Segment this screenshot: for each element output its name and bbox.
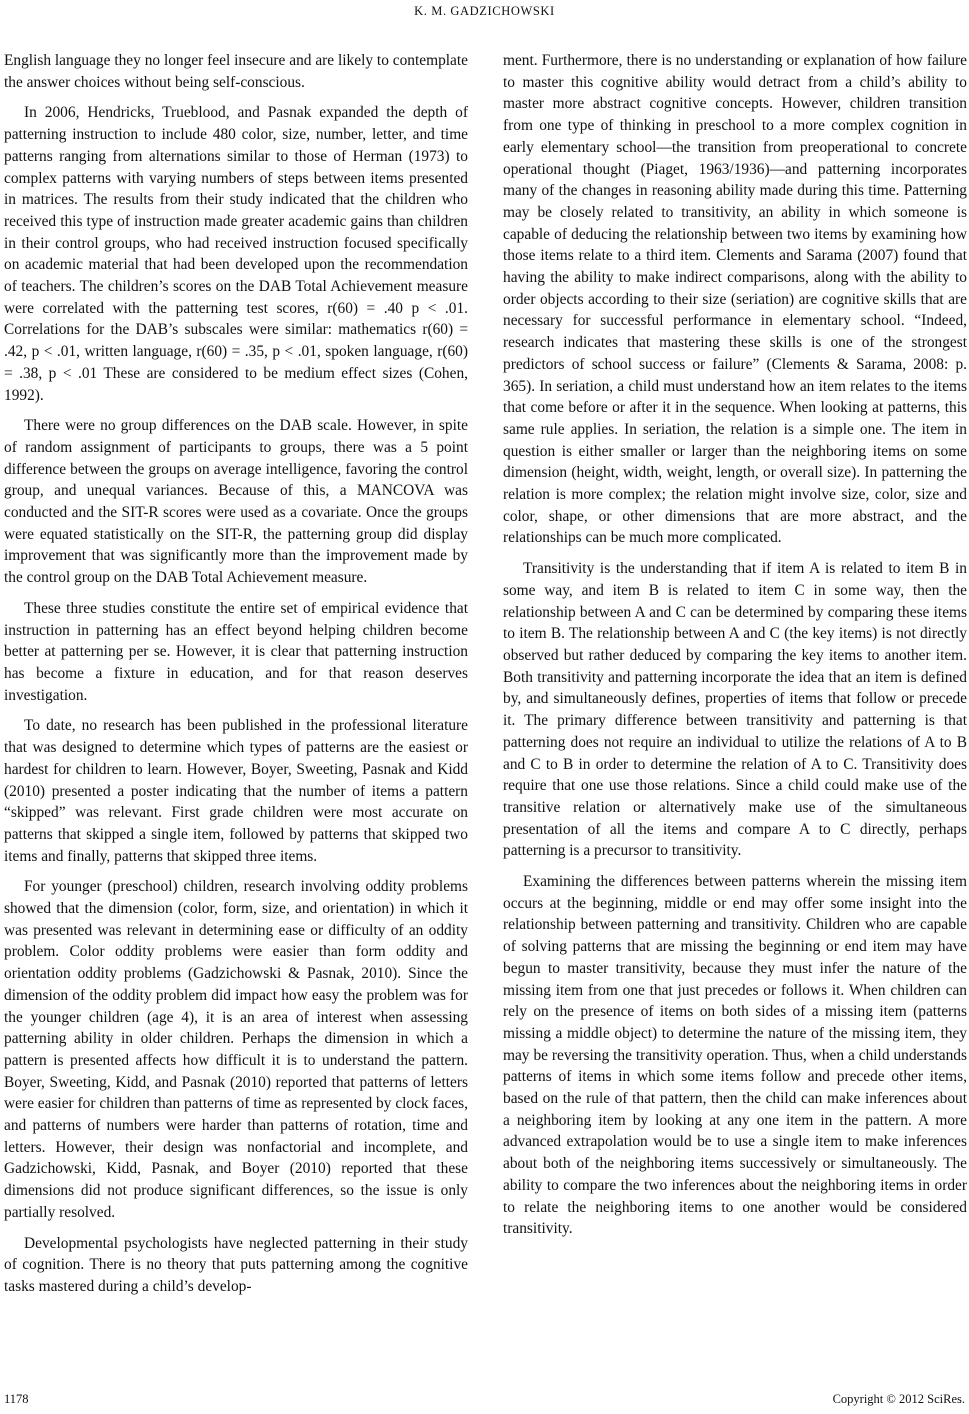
left-paragraph-3: There were no group differences on the DAB scale. However, in spite of random assignment of participants to groups, there was a 5 point difference between the groups on average intelligence, favoring the control group, and unequal variances. Because of this, a MANCOVA was conducted and the SIT-R scores were used as a covariate. Once the groups were equated statistically on the SIT-R, the patterning group did display improvement that was significantly more than the improvement made by the control group on the DAB Total Achievement measure.	[4, 417, 468, 587]
left-column	[4, 50, 468, 1298]
copyright-notice: Copyright © 2012 SciRes.	[832, 1392, 965, 1406]
right-paragraph-1: ment. Furthermore, there is no understanding or explanation of how failure to master this cognitive ability would detract from a child’s ability to master more abstract cognitive concepts. However, children transition from one type of thinking in preschool to a more complex cognition in early elementary school—the transition from preoperational to concrete operational thought (Piaget, 1963/1936)—and patterning incorporates many of the changes in reasoning ability made during this time. Patterning may be closely related to transitivity, an ability in which someone is capable of deducing the relationship between two items by examining how those items relate to a third item. Clements and Sarama (2007) found that having the ability to make indirect comparisons, along with the ability to order objects according to their size (seriation) are cognitive skills that are necessary for successful performance in elementary school. “Indeed, research indicates that mastering these skills is one of the strongest predictors of school success or failure” (Clements & Sarama, 2008: p. 365). In seriation, a child must understand how an item relates to the items that come before or after it in the sequence. When looking at patterns, this same rule applies. In seriation, the relation is a simple one. The item in question is either smaller or larger than the neighboring items on some dimension (height, width, weight, length, or overall size). In patterning the relation is more complex; the relation might involve size, color, size and color, shape, or other dimensions that are more abstract, and the relationships can be much more complicated.	[503, 52, 967, 547]
left-paragraph-1: English language they no longer feel insecure and are likely to contemplate the answer choices without being self-conscious.	[4, 52, 468, 91]
running-head: K. M. GADZICHOWSKI	[414, 4, 555, 18]
left-paragraph-5: To date, no research has been published in the professional literature that was designed to determine which types of patterns are the easiest or hardest for children to learn. However, Boyer, Sweeting, Pasnak and Kidd (2010) presented a poster indicating that the number of items a pattern “skipped” was relevant. First grade children were most accurate on patterns that skipped a single item, followed by patterns that skipped two items and finally, patterns that skipped three items.	[4, 717, 468, 865]
right-paragraph-3: Examining the differences between patterns wherein the missing item occurs at the beginning, middle or end may offer some insight into the relationship between patterning and transitivity. Children who are capable of solving patterns that are missing the beginning or end item may have begun to master transitivity, because they must infer the nature of the missing item from one that just precedes or follows it. When children can rely on the presence of items on both sides of a missing item (patterns missing a middle object) to determine the nature of the missing item, they may be reversing the transitivity operation. Thus, when a child understands patterns of items in which some items follow and precede other items, based on the rule of that pattern, then the child can make inferences about a neighboring item by looking at any one item in the pattern. A more advanced extrapolation would be to use a single item to make inferences about both of the neighboring items successively or simultaneously. The ability to compare the two inferences about the neighboring items in order to relate the neighboring items to one another would be considered transitivity.	[503, 873, 967, 1238]
right-paragraph-2: Transitivity is the understanding that if item A is related to item B in some way, and item B is related to item C in some way, then the relationship between A and C can be determined by comparing these items to item B. The relationship between A and C (the key items) is not directly observed but rather deduced by comparing the key items to another item. Both transitivity and patterning incorporate the idea that an item is defined by, and simultaneously defines, properties of items that follow or precede it. The primary difference between transitivity and patterning is that patterning does not require an individual to utilize the relations of A to B and C to B in order to determine the relation of A to C. Transitivity does require that one use those relations. Since a child could make use of the transitive relation or alternatively make use of the simultaneous presentation of all the items and compare A to C directly, perhaps patterning is a precursor to transitivity.	[503, 560, 967, 860]
left-paragraph-4: These three studies constitute the entire set of empirical evidence that instruction in patterning has an effect beyond helping children become better at patterning per se. However, it is clear that patterning instruction has become a fixture in education, and for that reason deserves investigation.	[4, 599, 468, 704]
page-number: 1178	[4, 1392, 29, 1406]
left-paragraph-7: Developmental psychologists have neglected patterning in their study of cognition. There is no theory that puts patterning among the cognitive tasks mastered during a child’s develop-	[4, 1234, 468, 1295]
left-paragraph-2: In 2006, Hendricks, Trueblood, and Pasnak expanded the depth of patterning instruction to include 480 color, size, number, letter, and time patterns ranging from alternations similar to those of Herman (1973) to complex patterns with varying numbers of steps between items presented in matrices. The results from their study indicated that the children who received this type of instruction made greater academic gains than children in their control groups, who had received instruction focused specifically on academic material that had been developed upon the recommendation of teachers. The children’s scores on the DAB Total Achievement measure were correlated with the patterning test scores, r(60) = .40 p < .01. Correlations for the DAB’s subscales were similar: mathematics r(60) = .42, p < .01, written language, r(60) = .35, p < .01, spoken language, r(60) = .38, p < .01 These are considered to be medium effect sizes (Cohen, 1992).	[4, 104, 468, 404]
right-column	[503, 50, 967, 1240]
left-paragraph-6: For younger (preschool) children, research involving oddity problems showed that the dimension (color, form, size, and orientation) in which it was presented was relevant in determining ease or difficulty of an oddity problem. Color oddity problems were easier than form oddity and orientation oddity problems (Gadzichowski & Pasnak, 2010). Since the dimension of the oddity problem did impact how easy the problem was for the younger children (age 4), it is an area of interest when assessing patterning ability in older children. Perhaps the dimension in which a pattern is presented affects how difficult it is to understand the pattern. Boyer, Sweeting, Kidd, and Pasnak (2010) reported that patterns of letters were easier for children than patterns of time as represented by clock faces, and patterns of numbers were harder than patterns of rotation, time and letters. However, their design was nonfactorial and incomplete, and Gadzichowski, Kidd, Pasnak, and Boyer (2010) reported that these dimensions did not produce significant differences, so the issue is only partially resolved.	[4, 878, 468, 1221]
